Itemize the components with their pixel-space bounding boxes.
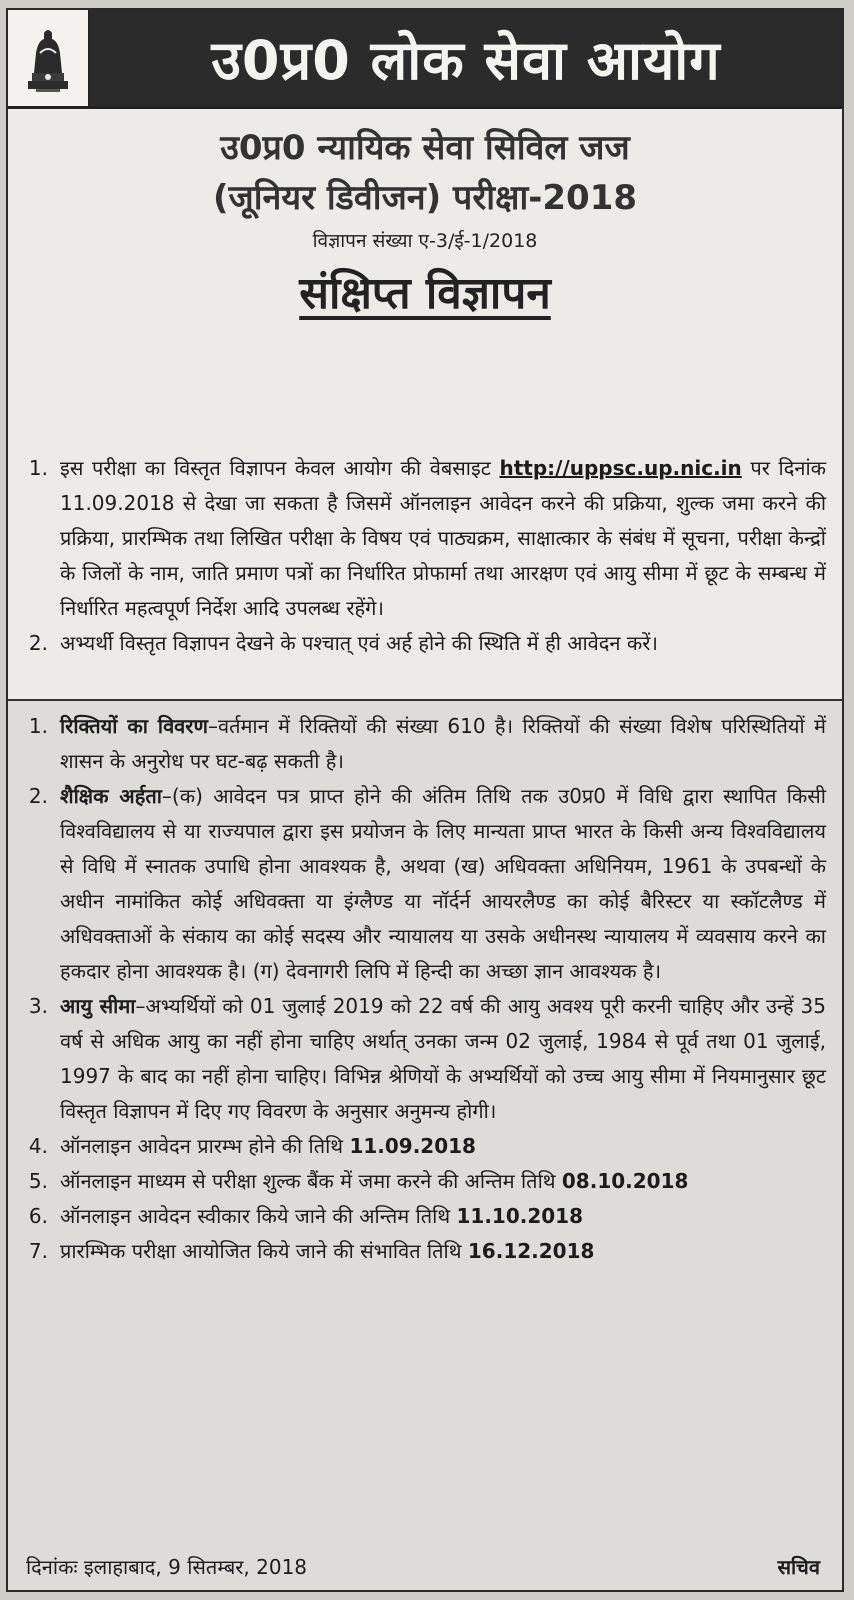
item-text: अभ्यर्थी विस्तृत विज्ञापन देखने के पश्चात् एवं अर्ह होने की स्थिति में ही आवेदन करें। bbox=[60, 631, 658, 655]
item-text bbox=[60, 1234, 826, 1269]
item-date: 16.12.2018 bbox=[467, 1239, 595, 1263]
date-place: दिनांकः इलाहाबाद, 9 सितम्बर, 2018 bbox=[26, 1555, 308, 1579]
item-body: ऑनलाइन आवेदन प्रारम्भ होने की तिथि bbox=[60, 1134, 350, 1158]
item-number: 5. bbox=[28, 1169, 48, 1193]
item-date: 11.10.2018 bbox=[456, 1204, 584, 1228]
item-number: 7. bbox=[28, 1239, 48, 1263]
footer bbox=[26, 1553, 820, 1580]
item-date: 08.10.2018 bbox=[561, 1169, 689, 1193]
header-banner bbox=[8, 10, 842, 109]
item-text-part: इस परीक्षा का विस्तृत विज्ञापन केवल आयोग की वेबसाइट bbox=[60, 456, 500, 480]
details-list bbox=[8, 709, 842, 1269]
summary-list bbox=[8, 451, 842, 661]
item-number: 6. bbox=[28, 1204, 48, 1228]
ashoka-emblem-icon bbox=[22, 23, 74, 93]
list-item bbox=[8, 779, 842, 989]
item-text-part: पर दिनांक 11.09.2018 से देखा जा सकता है जिसमें ऑनलाइन आवेदन करने की प्रक्रिया, शुल्क जमा करने की प्रक्रिया, प्रारम्भिक तथा लिखित परीक्षा के विषय एवं पाठ्यक्रम, साक्षात्कार के संबंध में सूचना, परीक्षा केन्द्रों के जिलों के नाम, जाति प्रमाण पत्रों का निर्धारित प्रोफार्मा तथा आरक्षण एवं आयु सीमा में छूट के सम्बन्ध में निर्धारित महत्वपूर्ण निर्देश आदि उपलब्ध रहेंगे। bbox=[60, 456, 826, 620]
item-number: 2. bbox=[28, 631, 48, 655]
item-text bbox=[60, 1199, 826, 1234]
item-body: प्रारम्भिक परीक्षा आयोजित किये जाने की संभावित तिथि bbox=[60, 1239, 468, 1263]
item-body: –वर्तमान में रिक्तियों की संख्या 610 है। रिक्तियों की संख्या विशेष परिस्थितियों में शासन के अनुरोध पर घट-बढ़ सकती है। bbox=[60, 714, 827, 773]
item-body: –अभ्यर्थियों को 01 जुलाई 2019 को 22 वर्ष की आयु अवश्य पूरी करनी चाहिए और उन्हें 35 वर्ष से अधिक आयु का नहीं होना चाहिए अर्थात् उनका जन्म 02 जुलाई, 1984 से पूर्व तथा 01 जुलाई, 1997 के बाद का नहीं होना चाहिए। विभिन्न श्रेणियों के अभ्यर्थियों को उच्च आयु सीमा में नियमानुसार छूट विस्तृत विज्ञापन में दिए गए विवरण के अनुसार अनुमन्य होगी। bbox=[60, 994, 827, 1123]
item-text bbox=[60, 1164, 826, 1199]
item-number: 1. bbox=[28, 714, 48, 738]
list-item bbox=[8, 989, 842, 1129]
item-number: 1. bbox=[28, 456, 48, 480]
item-number: 2. bbox=[28, 784, 48, 808]
list-item bbox=[8, 1164, 842, 1199]
item-text bbox=[60, 451, 826, 626]
list-item bbox=[8, 626, 842, 661]
website-link[interactable]: http://uppsc.up.nic.in bbox=[499, 456, 742, 480]
newspaper-advertisement bbox=[6, 8, 844, 1592]
item-text bbox=[60, 779, 826, 989]
advertisement-number: विज्ञापन संख्या ए-3/ई-1/2018 bbox=[312, 230, 538, 252]
item-label: रिक्तियों का विवरण bbox=[60, 714, 208, 738]
exam-title-line1: उ0प्र0 न्यायिक सेवा सिविल जज bbox=[220, 128, 630, 168]
item-text bbox=[60, 709, 826, 779]
item-text bbox=[60, 989, 826, 1129]
list-item bbox=[8, 451, 842, 626]
item-label: शैक्षिक अर्हता bbox=[60, 784, 162, 808]
item-body: –(क) आवेदन पत्र प्राप्त होने की अंतिम तिथि तक उ0प्र0 में विधि द्वारा स्थापित किसी विश्वविद्यालय से या राज्यपाल द्वारा इस प्रयोजन के लिए मान्यता प्राप्त भारत के किसी अन्य विश्वविद्यालय से विधि में स्नातक उपाधि होना आवश्यक है, अथवा (ख) अधिवक्ता अधिनियम, 1961 के उपबन्धों के अधीन नामांकित कोई अधिवक्ता या इंग्लैण्ड या नॉर्दर्न आयरलैण्ड का कोई बैरिस्टर या स्कॉटलैण्ड में अधिवक्ताओं के संकाय का कोई सदस्य और न्यायालय या उसके अधीनस्थ न्यायालय में व्यवसाय करने का हकदार होना आवश्यक है। (ग) देवनागरी लिपि में हिन्दी का अच्छा ज्ञान आवश्यक है। bbox=[60, 784, 826, 983]
list-item bbox=[8, 1199, 842, 1234]
details-section bbox=[8, 701, 842, 1590]
item-text bbox=[60, 1129, 826, 1164]
list-item bbox=[8, 709, 842, 779]
list-item bbox=[8, 1129, 842, 1164]
item-body: ऑनलाइन आवेदन स्वीकार किये जाने की अन्तिम तिथि bbox=[60, 1204, 457, 1228]
item-label: आयु सीमा bbox=[60, 994, 136, 1018]
emblem-container bbox=[8, 10, 90, 106]
exam-title-line2: (जूनियर डिवीजन) परीक्षा-2018 bbox=[212, 178, 638, 218]
summary-section bbox=[8, 109, 842, 701]
commission-name: उ0प्र0 लोक सेवा आयोग bbox=[90, 10, 842, 106]
item-date: 11.09.2018 bbox=[349, 1134, 476, 1158]
signatory: सचिव bbox=[777, 1555, 820, 1579]
item-body: ऑनलाइन माध्यम से परीक्षा शुल्क बैंक में जमा करने की अन्तिम तिथि bbox=[60, 1169, 562, 1193]
brief-advertisement-heading: संक्षिप्त विज्ञापन bbox=[299, 268, 551, 319]
item-number: 3. bbox=[28, 994, 48, 1018]
list-item bbox=[8, 1234, 842, 1269]
item-number: 4. bbox=[28, 1134, 48, 1158]
